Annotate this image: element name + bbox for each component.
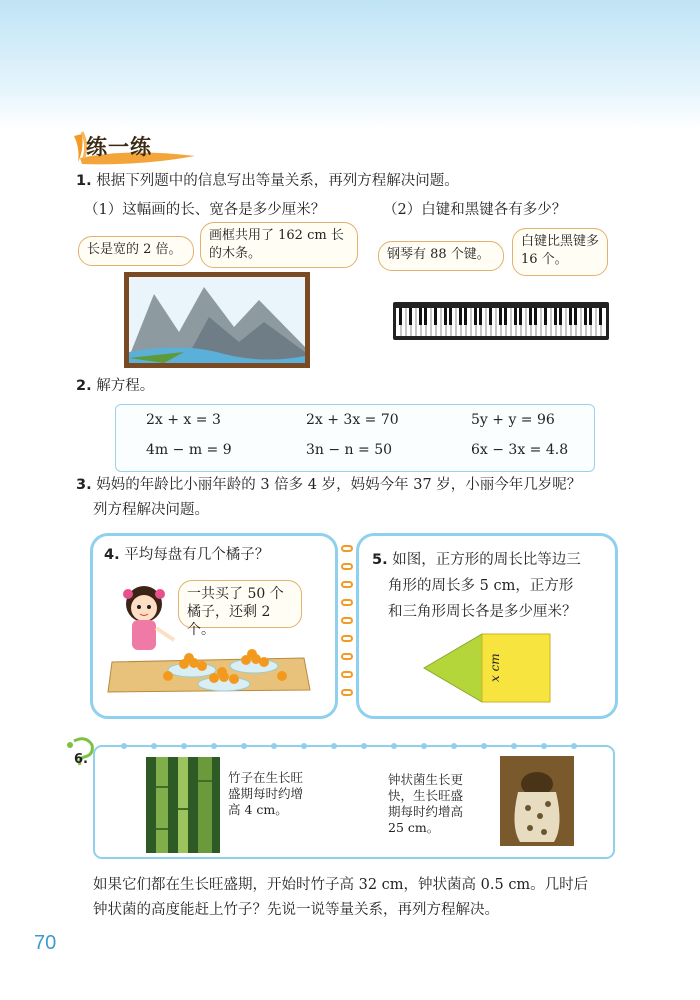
binder-ring xyxy=(341,581,353,588)
bamboo-text-line: 盛期每时约增 xyxy=(228,786,304,801)
question-1 xyxy=(76,171,459,191)
question-5-line3: 和三角形周长各是多少厘米？ xyxy=(388,604,577,620)
binder-ring xyxy=(341,635,353,642)
binder-ring xyxy=(341,671,353,678)
piano-keyboard-image xyxy=(393,302,609,340)
question-6-number: 6. xyxy=(74,752,88,767)
question-4 xyxy=(104,545,269,565)
question-5 xyxy=(372,548,581,572)
fungus-text-line: 期每时约增高 xyxy=(388,804,464,819)
equation: 4m − m = 9 xyxy=(146,442,232,458)
bamboo-text-line: 高 4 cm。 xyxy=(228,802,288,817)
fungus-description xyxy=(388,772,463,836)
girl-with-oranges-illustration xyxy=(104,584,314,696)
speech-bubble-oranges: 一共买了 50 个橘子，还剩 2 个。 xyxy=(178,580,302,628)
question-6-line1: 如果它们都在生长旺盛期，开始时竹子高 32 cm，钟状菌高 0.5 cm。几时后 xyxy=(93,877,589,893)
veiled-fungus-photo xyxy=(500,756,574,846)
binder-ring xyxy=(341,653,353,660)
speech-bubble-piano-keys: 钢琴有 88 个键。 xyxy=(378,241,504,271)
binder-ring xyxy=(341,599,353,606)
bamboo-text-line: 竹子在生长旺 xyxy=(228,770,304,785)
binder-ring xyxy=(341,689,353,696)
question-3-line1: 妈妈的年龄比小丽年龄的 3 倍多 4 岁，妈妈今年 37 岁，小丽今年几岁呢？ xyxy=(96,477,582,493)
question-3-number: 3. xyxy=(76,477,92,493)
question-6-line2: 钟状菌的高度能赶上竹子？先说一说等量关系，再列方程解决。 xyxy=(93,902,499,918)
fungus-text-line: 钟状菌生长更 xyxy=(388,772,464,787)
question-5-line2: 角形的周长多 5 cm，正方形 xyxy=(388,578,574,594)
equation: 2x + 3x = 70 xyxy=(306,412,399,428)
question-4-text: 平均每盘有几个橘子？ xyxy=(124,547,270,563)
binder-ring xyxy=(341,563,353,570)
fungus-text-line: 25 cm。 xyxy=(388,820,440,835)
landscape-painting-image xyxy=(124,272,310,368)
equation: 2x + x = 3 xyxy=(146,412,221,428)
binder-ring xyxy=(341,545,353,552)
question-4-number: 4. xyxy=(104,547,120,563)
bamboo-description xyxy=(228,770,303,818)
fungus-text-line: 快，生长旺盛 xyxy=(388,788,464,803)
binder-ring xyxy=(341,617,353,624)
speech-bubble-white-keys: 白键比黑键多 16 个。 xyxy=(512,228,608,276)
question-2-number: 2. xyxy=(76,378,92,394)
header-band xyxy=(0,0,700,130)
speech-bubble-frame-length: 画框共用了 162 cm 长的木条。 xyxy=(200,222,358,268)
section-title: 练一练 xyxy=(86,135,152,159)
question-1-number: 1. xyxy=(76,173,92,189)
question-5-line1: 如图，正方形的周长比等边三 xyxy=(392,552,581,568)
side-length-label: x cm xyxy=(488,653,502,682)
question-5-number: 5. xyxy=(372,552,388,568)
equation: 5y + y = 96 xyxy=(471,412,555,428)
bamboo-photo xyxy=(146,757,220,853)
question-3-line2: 列方程解决问题。 xyxy=(93,502,209,518)
equation: 3n − n = 50 xyxy=(306,442,393,458)
speech-bubble-length-ratio: 长是宽的 2 倍。 xyxy=(78,236,194,266)
question-3 xyxy=(76,475,581,495)
question-2 xyxy=(76,376,154,396)
question-2-text: 解方程。 xyxy=(96,378,155,394)
page-number: 70 xyxy=(34,932,57,954)
question-1-sub1-label: （1）这幅画的长、宽各是多少厘米？ xyxy=(84,202,326,218)
question-1-sub2-label: （2）白键和黑键各有多少？ xyxy=(383,202,567,218)
equation: 6x − 3x = 4.8 xyxy=(471,442,569,458)
question-1-text: 根据下列题中的信息写出等量关系，再列方程解决问题。 xyxy=(96,173,459,189)
